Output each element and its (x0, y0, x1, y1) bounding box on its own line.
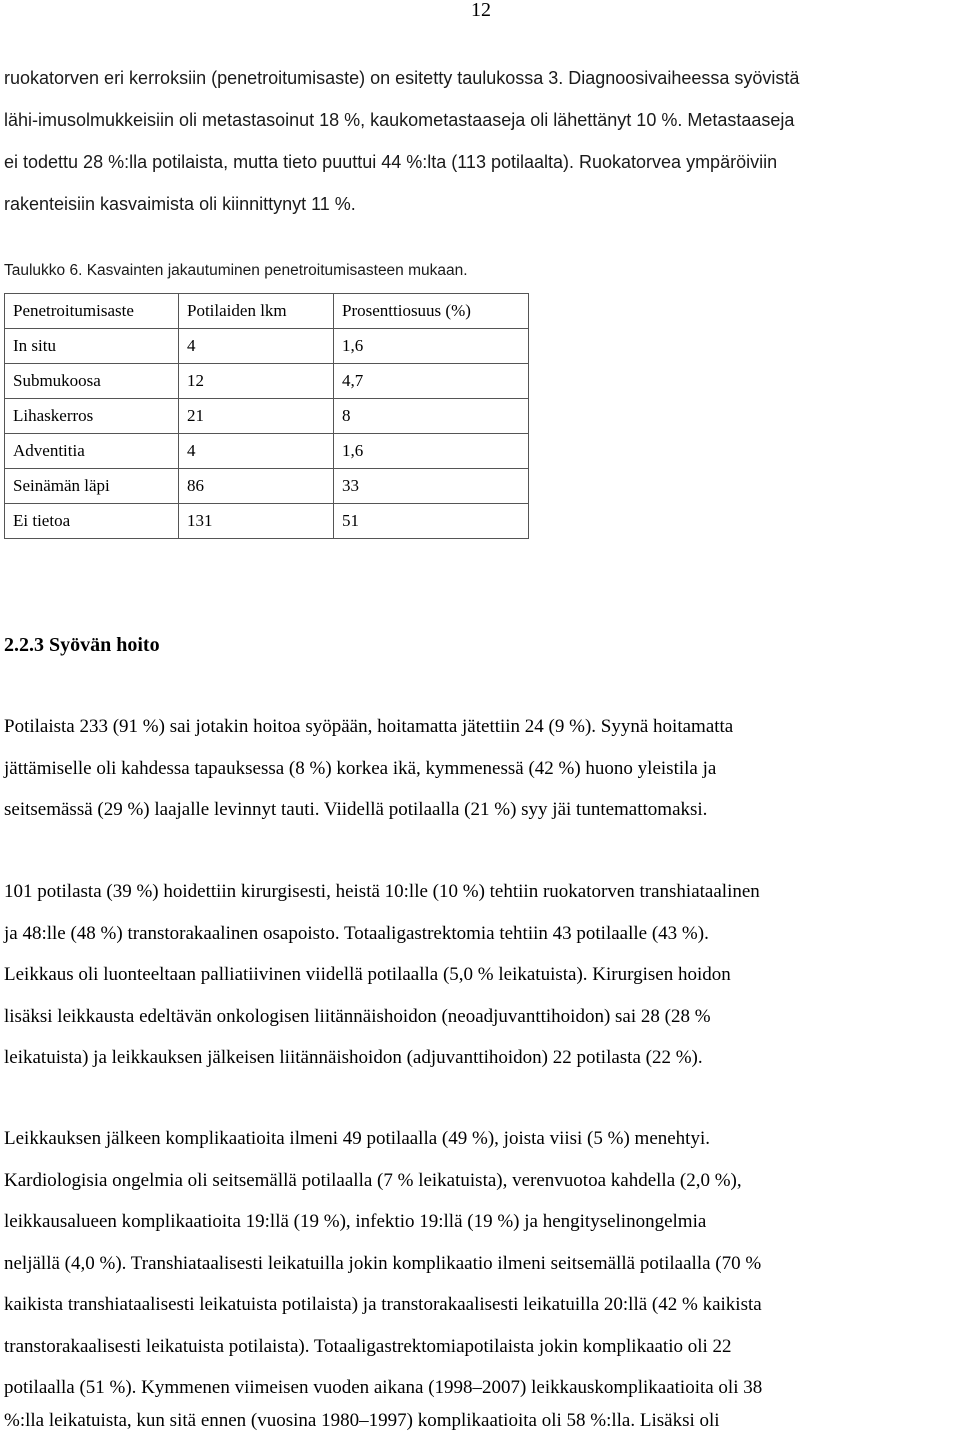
text-line: leikkausalueen komplikaatioita 19:llä (19 %), infektio 19:llä (19 %) ja hengityselinongelmia (4, 1211, 707, 1232)
table-cell: 8 (334, 399, 529, 434)
text-line: Potilaista 233 (91 %) sai jotakin hoitoa syöpään, hoitamatta jätettiin 24 (9 %). Syynä hoitamatta (4, 716, 734, 737)
column-header: Prosenttiosuus (%) (334, 294, 529, 329)
text-line: kaikista transhiataalisesti leikatuista potilaista) ja transtorakaalisesti leikatuilla 20:llä (42 % kaikista (4, 1294, 762, 1315)
text-line: lähi-imusolmukkeisiin oli metastasoinut 18 %, kaukometastaaseja oli lähettänyt 10 %. Metastaaseja (4, 110, 795, 130)
table-row (5, 504, 529, 539)
table-cell: Adventitia (5, 434, 179, 469)
text-line: lisäksi leikkausta edeltävän onkologisen liitännäishoidon (neoadjuvanttihoidon) sai 28 (28 % (4, 1006, 711, 1027)
text-line: neljällä (4,0 %). Transhiataalisesti leikatuilla jokin komplikaatio ilmeni seitsemällä potilaalla (70 % (4, 1253, 762, 1274)
table-cell: 1,6 (334, 434, 529, 469)
table-cell: 131 (179, 504, 334, 539)
text-line: ja 48:lle (48 %) transtorakaalinen osapoisto. Totaaligastrektomia tehtiin 43 potilaalle (43 %). (4, 923, 709, 944)
table-caption: Taulukko 6. Kasvainten jakautuminen penetroitumisasteen mukaan. (4, 262, 468, 279)
table-cell: Ei tietoa (5, 504, 179, 539)
text-line: transtorakaalisesti leikatuista potilaista). Totaaligastrektomiapotilaista jokin komplikaatio oli 22 (4, 1336, 732, 1357)
table-cell: Lihaskerros (5, 399, 179, 434)
table-header-row (5, 294, 529, 329)
text-line: ruokatorven eri kerroksiin (penetroitumisaste) on esitetty taulukossa 3. Diagnoosivaiheessa syövistä (4, 68, 800, 88)
table-cell: 51 (334, 504, 529, 539)
table-row (5, 469, 529, 504)
table-cell: In situ (5, 329, 179, 364)
table-cell: 4 (179, 434, 334, 469)
text-line: Leikkaus oli luonteeltaan palliatiivinen viidellä potilaalla (5,0 % leikatuista). Kirurgisen hoidon (4, 964, 731, 985)
text-line: ei todettu 28 %:lla potilaista, mutta tieto puuttui 44 %:lta (113 potilaalta). Ruokatorvea ympäröiviin (4, 152, 778, 172)
text-line: seitsemässä (29 %) laajalle levinnyt tauti. Viidellä potilaalla (21 %) syy jäi tuntemattomaksi. (4, 799, 708, 820)
table-cell: 12 (179, 364, 334, 399)
table-row (5, 399, 529, 434)
table-cell: 4 (179, 329, 334, 364)
text-line: rakenteisiin kasvaimista oli kiinnittynyt 11 %. (4, 194, 356, 214)
text-line: potilaalla (51 %). Kymmenen viimeisen vuoden aikana (1998–2007) leikkauskomplikaatioita oli 38 (4, 1377, 763, 1398)
table-cell: Seinämän läpi (5, 469, 179, 504)
penetration-table (4, 293, 529, 539)
table-cell: 4,7 (334, 364, 529, 399)
column-header: Potilaiden lkm (179, 294, 334, 329)
text-line: Leikkauksen jälkeen komplikaatioita ilmeni 49 potilaalla (49 %), joista viisi (5 %) menehtyi. (4, 1128, 710, 1149)
text-line: 101 potilasta (39 %) hoidettiin kirurgisesti, heistä 10:lle (10 %) tehtiin ruokatorven transhiataalinen (4, 881, 760, 902)
table-row (5, 434, 529, 469)
text-line: Kardiologisia ongelmia oli seitsemällä potilaalla (7 % leikatuista), verenvuotoa kahdella (2,0 %), (4, 1170, 742, 1191)
page-number: 12 (471, 0, 491, 21)
table-cell: 21 (179, 399, 334, 434)
text-line: jättämiselle oli kahdessa tapauksessa (8 %) korkea ikä, kymmenessä (42 %) huono yleistila ja (4, 758, 717, 779)
section-heading: 2.2.3 Syövän hoito (4, 634, 160, 656)
table-cell: Submukoosa (5, 364, 179, 399)
table-row (5, 364, 529, 399)
text-line: %:lla leikatuista, kun sitä ennen (vuosina 1980–1997) komplikaatioita oli 58 %:lla. Lisäksi oli (4, 1410, 720, 1431)
column-header: Penetroitumisaste (5, 294, 179, 329)
table-row (5, 329, 529, 364)
table-cell: 33 (334, 469, 529, 504)
table-cell: 1,6 (334, 329, 529, 364)
table-cell: 86 (179, 469, 334, 504)
text-line: leikatuista) ja leikkauksen jälkeisen liitännäishoidon (adjuvanttihoidon) 22 potilasta (22 %). (4, 1047, 703, 1068)
